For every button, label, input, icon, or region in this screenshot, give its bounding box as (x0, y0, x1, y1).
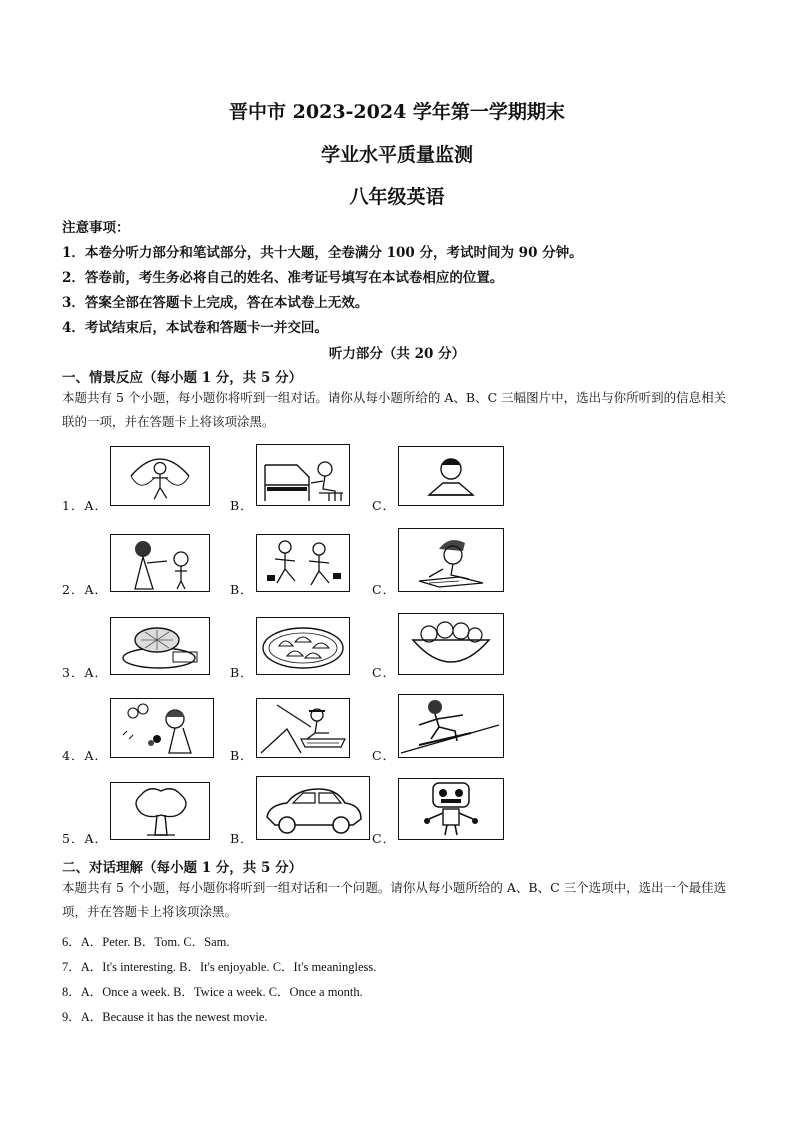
exam-title-line3: 八年级英语 (349, 186, 445, 208)
q5-label-a: 5．A． (62, 831, 108, 846)
q3-label-a: 3．A． (62, 665, 108, 680)
section1-instructions: 本题共有 5 个小题，每小题你将听到一组对话。请你从每小题所给的 A、B、C 三幅图片中，选出与你所听到的信息相关联的一项，并在答题卡上将该项涂黑。 (62, 390, 727, 429)
picture-girl-drawing[interactable] (398, 528, 504, 592)
picture-robot[interactable] (398, 778, 504, 840)
picture-fishing[interactable] (256, 698, 350, 758)
picture-boy-reading[interactable] (398, 446, 504, 506)
section2-title: 二、对话理解（每小题 1 分，共 5 分） (62, 860, 303, 876)
q2-label-c: C． (372, 582, 397, 597)
q1-label-a: 1．A． (62, 498, 108, 513)
picture-boy-piano[interactable] (256, 444, 350, 506)
picture-children-running[interactable] (256, 534, 350, 592)
question-8: 8．A．Once a week. B．Twice a week. C．Once a month. (62, 985, 363, 999)
note-item: 2．答卷前，考生务必将自己的姓名、准考证号填写在本试卷相应的位置。 (62, 270, 504, 286)
q5-label-c: C． (372, 831, 397, 846)
q5-label-b: B． (230, 831, 254, 846)
note-item: 1．本卷分听力部分和笔试部分，共十大题，全卷满分 100 分，考试时间为 90 分钟。 (62, 245, 583, 261)
picture-girl-with-flowers[interactable] (110, 698, 214, 758)
question-6: 6．A．Peter. B．Tom. C．Sam. (62, 935, 230, 949)
section2-instructions: 本题共有 5 个小题，每小题你将听到一组对话和一个问题。请你从每小题所给的 A、B、C 三个选项中，选出一个最佳选项，并在答题卡上将该项涂黑。 (62, 880, 727, 919)
picture-bowl-of-rice-balls[interactable] (398, 613, 504, 675)
listening-title: 听力部分（共 20 分） (328, 346, 466, 362)
section1-title: 一、情景反应（每小题 1 分，共 5 分） (62, 370, 303, 386)
q1-label-c: C． (372, 498, 397, 513)
q3-label-b: B． (230, 665, 254, 680)
picture-mother-and-child[interactable] (110, 534, 210, 592)
q4-label-b: B． (230, 748, 254, 763)
picture-skiing[interactable] (398, 694, 504, 758)
q3-label-c: C． (372, 665, 397, 680)
q1-label-b: B． (230, 498, 254, 513)
exam-title-line2: 学业水平质量监测 (320, 144, 473, 166)
note-item: 3．答案全部在答题卡上完成，答在本试卷上无效。 (62, 295, 369, 311)
question-9: 9．A．Because it has the newest movie. (62, 1010, 268, 1024)
q2-label-a: 2．A． (62, 582, 108, 597)
picture-mooncake[interactable] (110, 617, 210, 675)
picture-dumplings[interactable] (256, 617, 350, 675)
question-7: 7．A．It's interesting. B．It's enjoyable. C．It's meaningless. (62, 960, 377, 974)
notes-title: 注意事项： (62, 220, 130, 236)
picture-jump-rope-girl[interactable] (110, 446, 210, 506)
note-item: 4．考试结束后，本试卷和答题卡一并交回。 (62, 320, 328, 336)
q4-label-a: 4．A． (62, 748, 108, 763)
picture-car[interactable] (256, 776, 370, 840)
q2-label-b: B． (230, 582, 254, 597)
picture-tree[interactable] (110, 782, 210, 840)
q4-label-c: C． (372, 748, 397, 763)
exam-title-line1: 晋中市 2023-2024 学年第一学期期末 (229, 101, 565, 123)
